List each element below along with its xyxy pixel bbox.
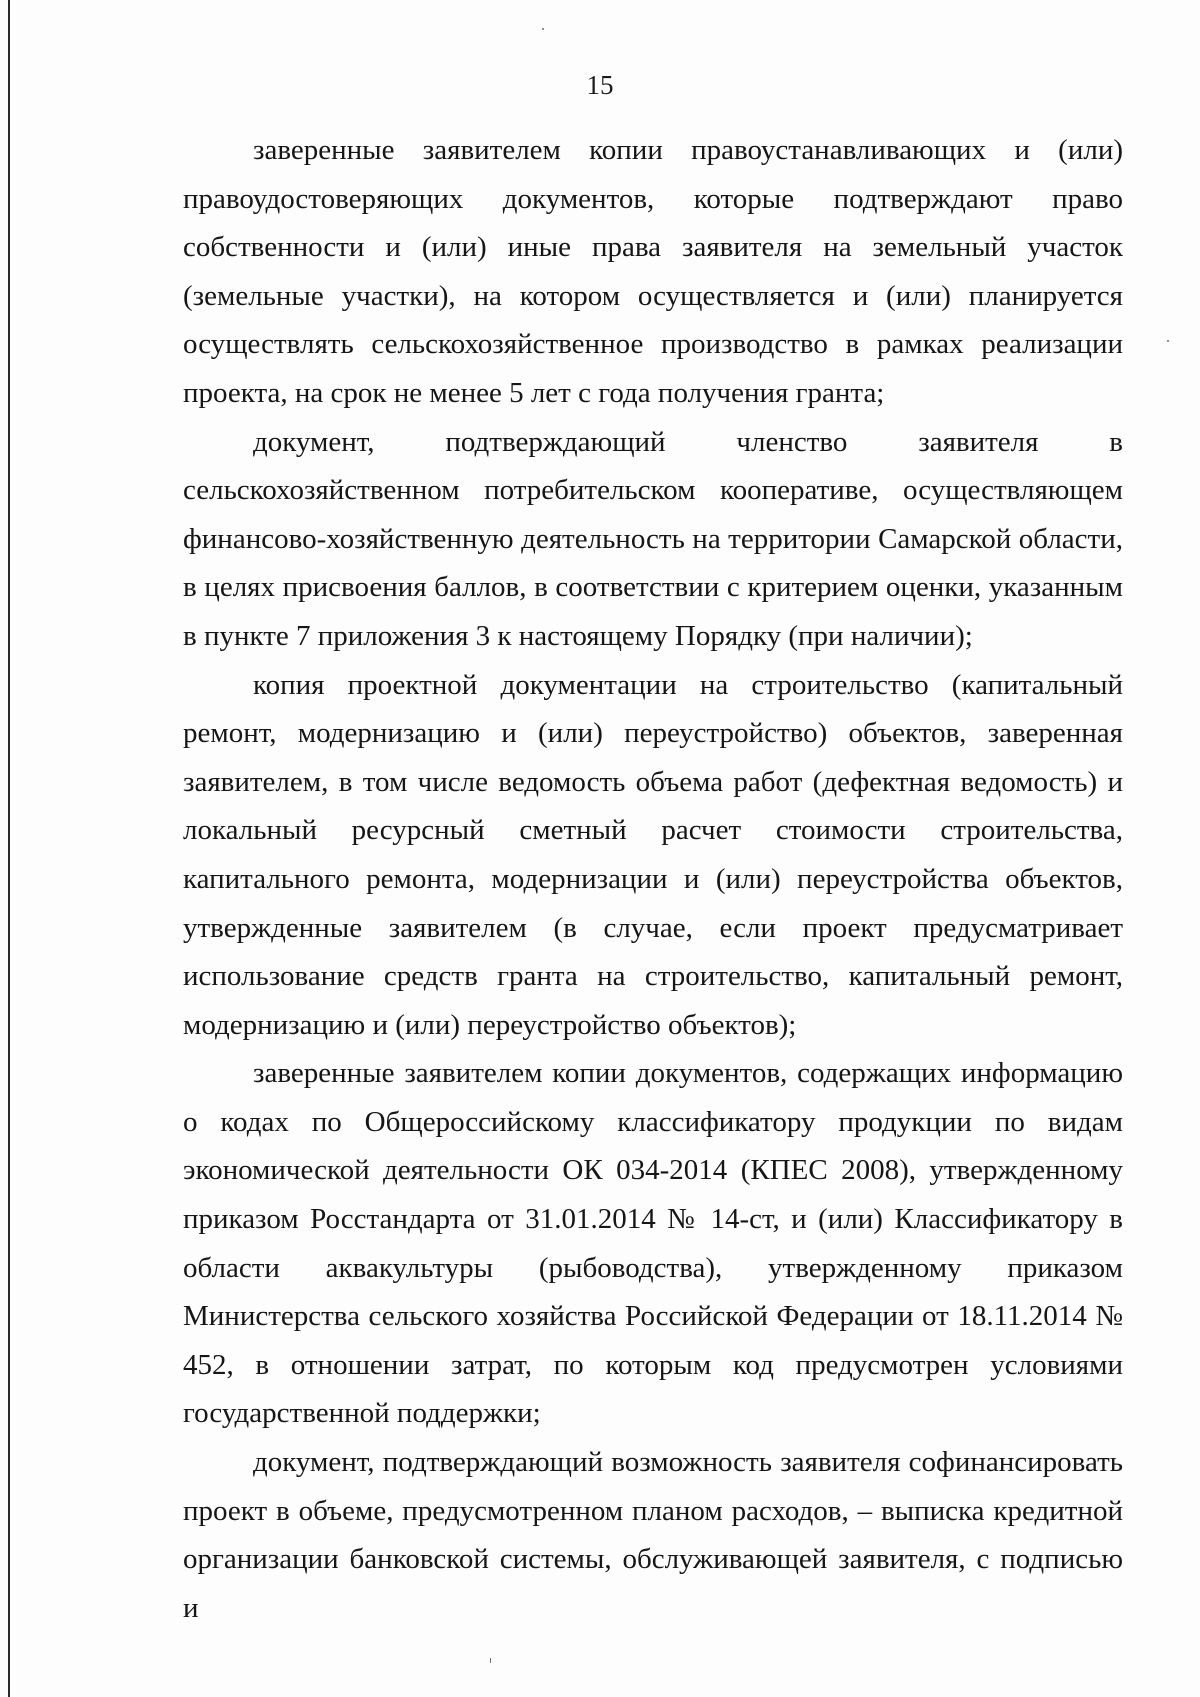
paragraph: документ, подтверждающий членство заявителя в сельскохозяйственном потребительском кооперативе, осуществляющем финансово-хозяйственную деятельность на территории Самарской области, в целях присвоения баллов, в соответствии с критерием оценки, указанным в пункте 7 приложения 3 к настоящему Порядку (при наличии); (183, 425, 1123, 652)
paragraph: копия проектной документации на строительство (капитальный ремонт, модернизацию и (или) переустройство) объектов, заверенная заявителем, в том числе ведомость объема работ (дефектная ведомость) и локальный ресурсный сметный расчет стоимости строительства, капитального ремонта, модернизации и (или) переустройства объектов, утвержденные заявителем (в случае, если проект предусматривает использование средств гранта на строительство, капитальный ремонт, модернизацию и (или) переустройство объектов); (183, 668, 1123, 1041)
paragraph: заверенные заявителем копии правоустанавливающих и (или) правоудостоверяющих документов, которые подтверждают право собственности и (или) иные права заявителя на земельный участок (земельные участки), на котором осуществляется и (или) планируется осуществлять сельскохозяйственное производство в рамках реализации проекта, на срок не менее 5 лет с года получения гранта; (183, 134, 1123, 409)
scan-edge-line (8, 0, 10, 1697)
scan-speck (542, 28, 544, 30)
page-number: 15 (586, 70, 614, 100)
paragraph: заверенные заявителем копии документов, содержащих информацию о кодах по Общероссийскому классификатору продукции по видам экономической деятельности ОК 034-2014 (КПЕС 2008), утвержденному приказом Росстандарта от 31.01.2014 № 14-ст, и (или) Классификатору в области аквакультуры (рыбоводства), утвержденному приказом Министерства сельского хозяйства Российской Федерации от 18.11.2014 № 452, в отношении затрат, по которым код предусмотрен условиями государственной поддержки; (183, 1057, 1123, 1430)
scan-speck (1167, 340, 1169, 342)
scan-speck (490, 1658, 491, 1663)
document-body (183, 126, 1123, 1632)
paragraph: документ, подтверждающий возможность заявителя софинансировать проект в объеме, предусмотренном планом расходов, – выписка кредитной организации банковской системы, обслуживающей заявителя, с подписью и (183, 1446, 1123, 1624)
